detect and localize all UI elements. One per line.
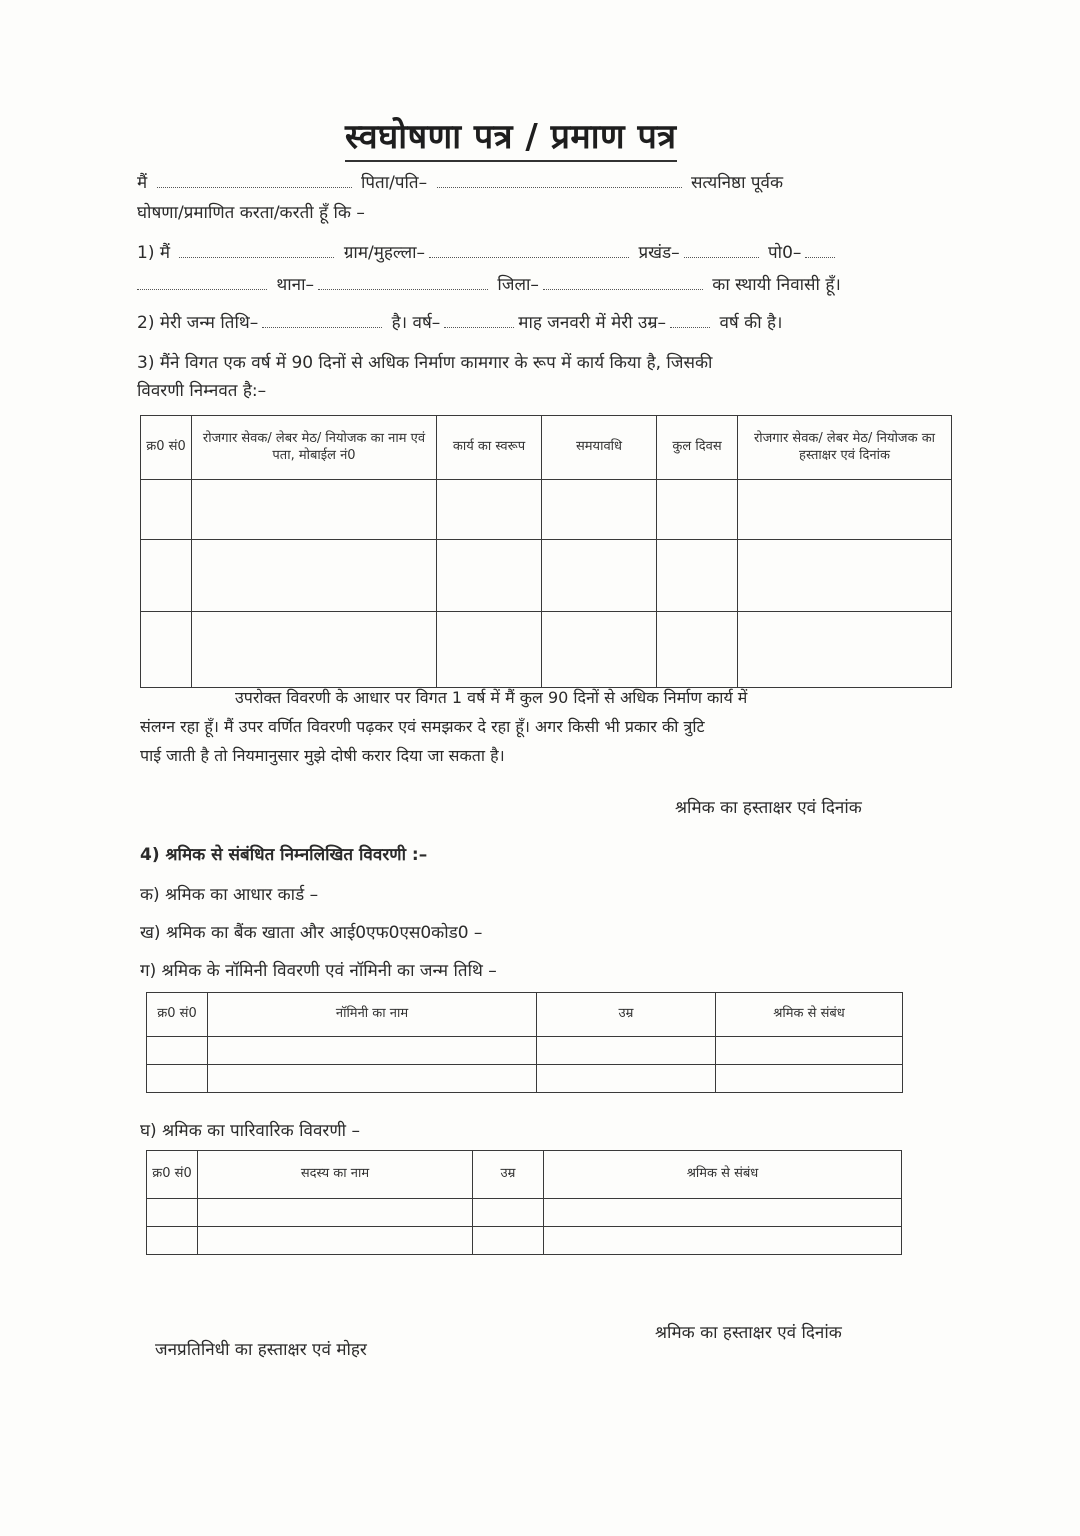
cell[interactable] xyxy=(537,1037,716,1065)
table-header-row xyxy=(147,1151,902,1199)
block-field[interactable] xyxy=(684,245,759,258)
col-relation: श्रमिक से संबंध xyxy=(716,993,903,1037)
document-title: स्वघोषणा पत्र / प्रमाण पत्र xyxy=(345,112,677,162)
col-serial: क्र0 सं0 xyxy=(147,1151,198,1199)
intro-label-i: मैं xyxy=(137,173,148,193)
intro-label-father: पिता/पति– xyxy=(360,173,428,193)
cell[interactable] xyxy=(657,612,738,688)
district-label: जिला– xyxy=(497,275,539,295)
table-row xyxy=(147,1227,902,1255)
cell[interactable] xyxy=(437,540,542,612)
village-field[interactable] xyxy=(429,245,629,258)
bank-account-label: ख) श्रमिक का बैंक खाता और आई0एफ0एस0कोड0 – xyxy=(140,923,483,943)
age-label: माह जनवरी में मेरी उम्र– xyxy=(518,313,667,333)
year-field[interactable] xyxy=(444,315,514,328)
cell[interactable] xyxy=(738,540,952,612)
cell[interactable] xyxy=(537,1065,716,1093)
cell[interactable] xyxy=(198,1227,473,1255)
father-husband-field[interactable] xyxy=(437,175,682,188)
post-office-label: पो0– xyxy=(768,243,802,263)
district-field[interactable] xyxy=(543,277,703,290)
family-table xyxy=(146,1150,902,1255)
cell[interactable] xyxy=(198,1199,473,1227)
item2-line xyxy=(137,310,782,333)
table-header-row xyxy=(147,993,903,1037)
work-history-table xyxy=(140,415,952,688)
family-details-label: घ) श्रमिक का पारिवारिक विवरणी – xyxy=(140,1121,360,1141)
col-relation: श्रमिक से संबंध xyxy=(544,1151,902,1199)
col-serial: क्र0 सं0 xyxy=(147,993,208,1037)
age-suffix: वर्ष की है। xyxy=(719,313,783,333)
cell[interactable] xyxy=(716,1065,903,1093)
post-office-field-cont[interactable] xyxy=(137,277,267,290)
police-station-label: थाना– xyxy=(276,275,315,295)
col-work-type: कार्य का स्वरूप xyxy=(437,416,542,480)
item1-line-2 xyxy=(137,272,841,295)
table-row xyxy=(141,480,952,540)
col-employer-signature: रोजगार सेवक/ लेबर मेठ/ नियोजक का हस्ताक्षर एवं दिनांक xyxy=(738,416,952,480)
cell[interactable] xyxy=(208,1037,537,1065)
worker-signature-label-1: श्रमिक का हस्ताक्षर एवं दिनांक xyxy=(675,798,862,818)
cell[interactable] xyxy=(147,1065,208,1093)
cell[interactable] xyxy=(657,480,738,540)
cell[interactable] xyxy=(192,480,437,540)
representative-signature-label: जनप्रतिनिधी का हस्ताक्षर एवं मोहर xyxy=(155,1340,367,1360)
table-row xyxy=(141,540,952,612)
intro-line-2: घोषणा/प्रमाणित करता/करती हूँ कि – xyxy=(137,203,365,223)
col-nominee-name: नॉमिनी का नाम xyxy=(208,993,537,1037)
table-row xyxy=(147,1037,903,1065)
cell[interactable] xyxy=(473,1199,544,1227)
cell[interactable] xyxy=(141,540,192,612)
cell[interactable] xyxy=(147,1199,198,1227)
col-age: उम्र xyxy=(473,1151,544,1199)
cell[interactable] xyxy=(437,612,542,688)
cell[interactable] xyxy=(192,612,437,688)
year-label: है। वर्ष– xyxy=(391,313,441,333)
cell[interactable] xyxy=(716,1037,903,1065)
dob-field[interactable] xyxy=(262,315,382,328)
item1-line-1 xyxy=(137,240,839,263)
cell[interactable] xyxy=(437,480,542,540)
cell[interactable] xyxy=(192,540,437,612)
table-row xyxy=(147,1199,902,1227)
nominee-label: ग) श्रमिक के नॉमिनी विवरणी एवं नॉमिनी का जन्म तिथि – xyxy=(140,961,497,981)
item4-heading: 4) श्रमिक से संबंधित निम्नलिखित विवरणी :– xyxy=(140,845,428,865)
cell[interactable] xyxy=(542,612,657,688)
cell[interactable] xyxy=(544,1227,902,1255)
item1-prefix: 1) मैं xyxy=(137,243,171,263)
name-field[interactable] xyxy=(157,175,352,188)
cell[interactable] xyxy=(738,612,952,688)
aadhaar-label: क) श्रमिक का आधार कार्ड – xyxy=(140,885,319,905)
declaration-line-1: उपरोक्त विवरणी के आधार पर विगत 1 वर्ष में मैं कुल 90 दिनों से अधिक निर्माण कार्य में xyxy=(235,688,748,707)
col-duration: समयावधि xyxy=(542,416,657,480)
declaration-line-3: पाई जाती है तो नियमानुसार मुझे दोषी करार दिया जा सकता है। xyxy=(140,746,505,765)
table-header-row xyxy=(141,416,952,480)
cell[interactable] xyxy=(544,1199,902,1227)
nominee-table xyxy=(146,992,903,1093)
item1-name-field[interactable] xyxy=(179,245,334,258)
age-field[interactable] xyxy=(670,315,710,328)
cell[interactable] xyxy=(542,540,657,612)
col-employer-name: रोजगार सेवक/ लेबर मेठ/ नियोजक का नाम एवं पता, मोबाईल नं0 xyxy=(192,416,437,480)
table-row xyxy=(147,1065,903,1093)
worker-signature-label-2: श्रमिक का हस्ताक्षर एवं दिनांक xyxy=(655,1323,842,1343)
dob-label: 2) मेरी जन्म तिथि– xyxy=(137,313,259,333)
cell[interactable] xyxy=(141,480,192,540)
post-office-field[interactable] xyxy=(805,245,835,258)
intro-line-1 xyxy=(137,170,783,193)
resident-text: का स्थायी निवासी हूँ। xyxy=(712,275,841,295)
table-row xyxy=(141,612,952,688)
block-label: प्रखंड– xyxy=(638,243,680,263)
cell[interactable] xyxy=(141,612,192,688)
col-total-days: कुल दिवस xyxy=(657,416,738,480)
item3-line-2: विवरणी निम्नवत है:– xyxy=(137,381,267,401)
police-station-field[interactable] xyxy=(318,277,488,290)
village-label: ग्राम/मुहल्ला– xyxy=(343,243,426,263)
cell[interactable] xyxy=(657,540,738,612)
cell[interactable] xyxy=(542,480,657,540)
col-member-name: सदस्य का नाम xyxy=(198,1151,473,1199)
col-serial: क्र0 सं0 xyxy=(141,416,192,480)
cell[interactable] xyxy=(147,1227,198,1255)
cell[interactable] xyxy=(147,1037,208,1065)
declaration-line-2: संलग्न रहा हूँ। मैं उपर वर्णित विवरणी पढ़कर एवं समझकर दे रहा हूँ। अगर किसी भी प्रकार की त्रुटि xyxy=(140,717,705,736)
item3-line-1: 3) मैंने विगत एक वर्ष में 90 दिनों से अधिक निर्माण कामगार के रूप में कार्य किया है, जिसकी xyxy=(137,353,713,373)
cell[interactable] xyxy=(473,1227,544,1255)
col-age: उम्र xyxy=(537,993,716,1037)
cell[interactable] xyxy=(738,480,952,540)
cell[interactable] xyxy=(208,1065,537,1093)
intro-label-truthfully: सत्यनिष्ठा पूर्वक xyxy=(690,173,784,193)
